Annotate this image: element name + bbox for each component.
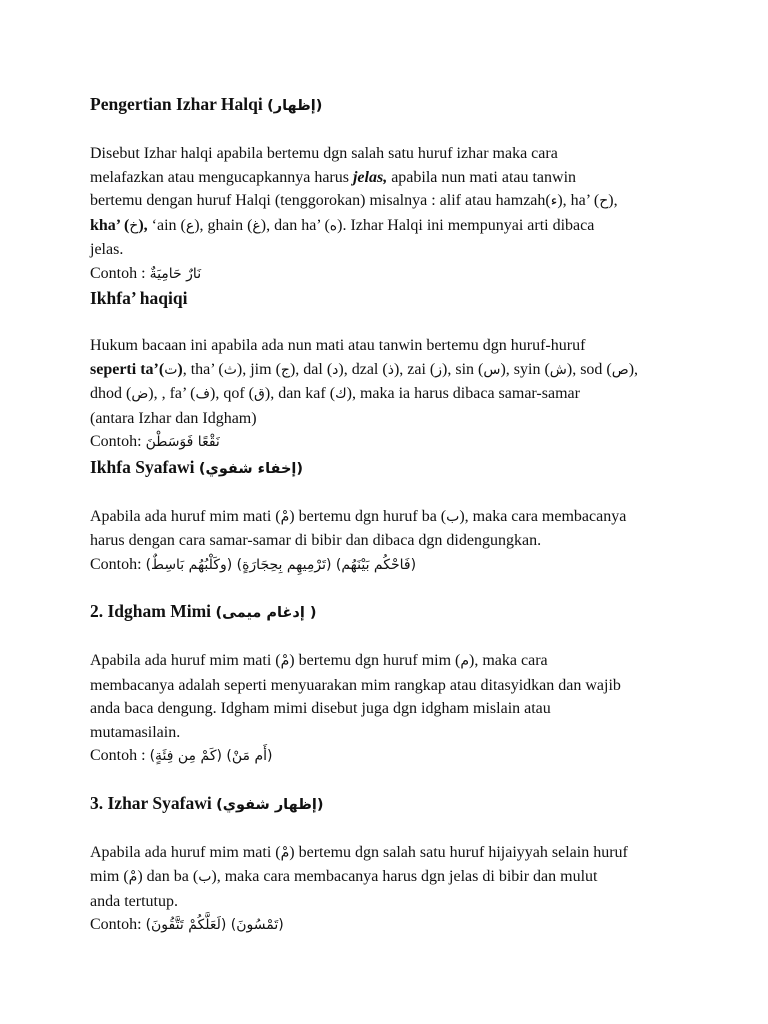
heading-ikhfa-syafawi: Ikhfa Syafawi (إخفاء شفوي) [90,456,304,477]
section-ikhfa-haqiqi [90,286,698,455]
example-izhar-syafawi: Contoh: (تَمْسُونَ) (لَعَلَّكُمْ تَتَّقُونَ) [90,916,284,933]
paragraph-idgham-mimi: Apabila ada huruf mim mati (مْ) bertemu dgn huruf mim (م), maka cara membacanya adalah seperti menyuarakan mim rangkap atau ditasyidkan dan wajib anda baca dengung. Idgham mimi disebut juga dgn idgham mislain atau mutamasilain. Contoh : (أَم مَنْ) (كَمْ مِن فِئَةٍ) [90,649,698,769]
heading-ikhfa-haqiqi: Ikhfa’ haqiqi [90,288,188,308]
heading-izhar-syafawi: 3. Izhar Syafawi (إظهار شفوي) [90,792,324,813]
example-ikhfa-syafawi: Contoh: (فَاحْكُم بَيْنَهُم) (تَرْمِيهِم بِحِجَارَةٍ) (وكَلْبُهُم بَاسِطٌ) [90,555,417,573]
section-ikhfa-syafawi [90,455,698,578]
example-izhar-halqi: Contoh : نَارٌ حَامِيَةٌ [90,264,202,282]
example-idgham-mimi: Contoh : (أَم مَنْ) (كَمْ مِن فِئَةٍ) [90,747,273,764]
section-izhar-halqi [90,92,698,286]
heading-arabic: (إخفاء شفوي) [198,460,304,477]
heading-arabic: (إظهار) [267,98,323,114]
section-idgham-mimi [90,599,698,769]
heading-arabic: ( إدغام ميمى) [215,605,317,621]
heading-idgham-mimi: 2. Idgham Mimi ( إدغام ميمى) [90,601,317,621]
example-ikhfa-haqiqi: Contoh: نَقْعًا فَوَسَطْنَ [90,433,220,450]
paragraph-izhar-syafawi: Apabila ada huruf mim mati (مْ) bertemu dgn salah satu huruf hijaiyyah selain huruf mim (مْ) dan ba (ب), maka cara membacanya harus dgn jelas di bibir dan mulut anda tertutup. Contoh: (تَمْسُونَ) (لَعَلَّكُمْ تَتَّقُونَ) [90,841,698,938]
heading-arabic: (إظهار شفوي) [216,796,324,813]
section-izhar-syafawi [90,791,698,938]
heading-izhar-halqi: Pengertian Izhar Halqi (إظهار) [90,94,323,114]
paragraph-ikhfa-haqiqi: Hukum bacaan ini apabila ada nun mati atau tanwin bertemu dgn huruf-huruf seperti ta’(ت), tha’ (ث), jim (ج), dal (د), dzal (ذ), zai (ز), sin (س), syin (ش), sod (ص), dhod (ض), , fa’ (ف), qof (ق), dan kaf (ك), maka ia harus dibaca samar-samar (antara Izhar dan Idgham) Contoh: نَقْعًا فَوَسَطْنَ [90,334,698,455]
paragraph-ikhfa-syafawi: Apabila ada huruf mim mati (مْ) bertemu dgn huruf ba (ب), maka cara membacanya harus dengan cara samar-samar di bibir dan dibaca dgn didengungkan. Contoh: (فَاحْكُم بَيْنَهُم) (تَرْمِيهِم بِحِجَارَةٍ) (وكَلْبُهُم بَاسِطٌ) [90,505,698,578]
paragraph-izhar-halqi: Disebut Izhar halqi apabila bertemu dgn salah satu huruf izhar maka cara melafazkan atau mengucapkannya harus jelas, apabila nun mati atau tanwin bertemu dengan huruf Halqi (tenggorokan) misalnya : alif atau hamzah(ء), ha’ (ح), kha’ (خ), ‘ain (ع), ghain (غ), dan ha’ (ه). Izhar Halqi ini mempunyai arti dibaca jelas. Contoh : نَارٌ حَامِيَةٌ [90,142,698,286]
